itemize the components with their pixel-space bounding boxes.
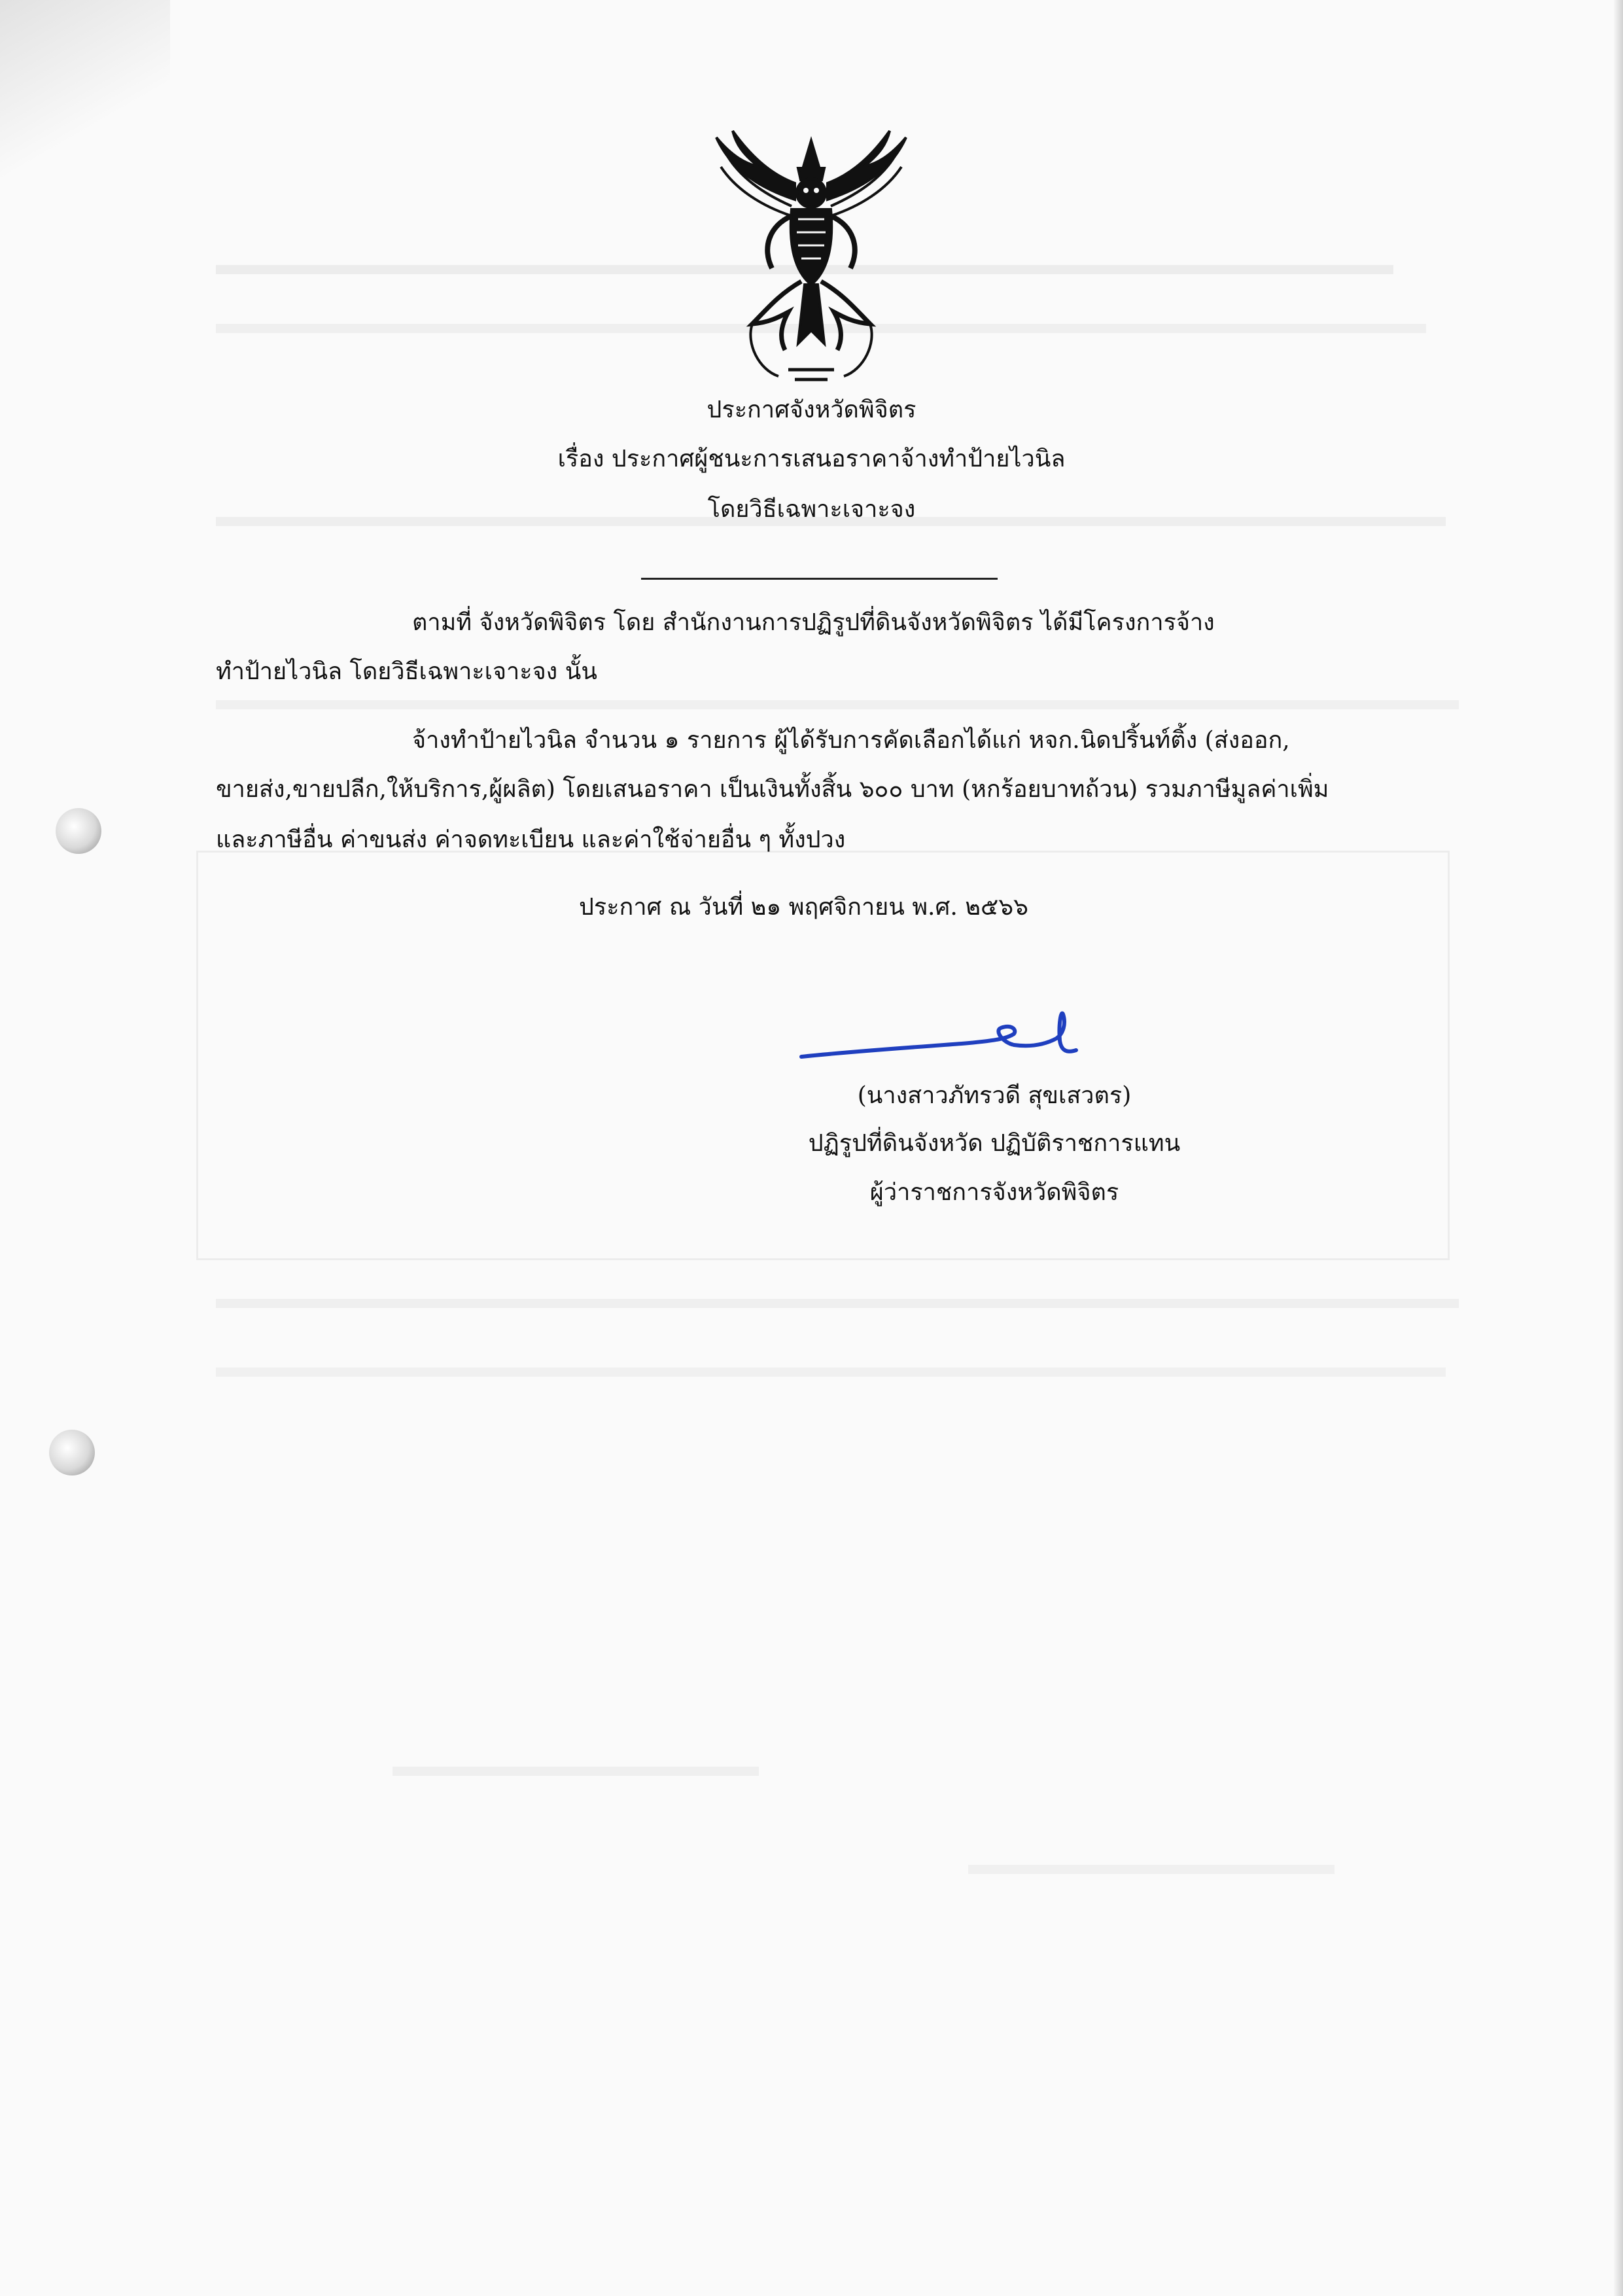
signatory-on-behalf: ผู้ว่าราชการจังหวัดพิจิตร — [869, 1179, 1119, 1206]
paragraph-2-line-2: ขายส่ง,ขายปลีก,ให้บริการ,ผู้ผลิต) โดยเสนอราคา เป็นเงินทั้งสิ้น ๖๐๐ บาท (หกร้อยบาทถ้วน) รวมภาษีมูลค่าเพิ่ม — [216, 776, 1329, 803]
punch-hole-top — [56, 808, 101, 854]
handwritten-signature — [798, 1004, 1086, 1063]
signatory-name: (นางสาวภัทรวดี สุขเสวตร) — [857, 1082, 1132, 1109]
document-subject: เรื่อง ประกาศผู้ชนะการเสนอราคาจ้างทำป้ายไวนิล — [557, 446, 1066, 472]
paragraph-2-line-1: จ้างทำป้ายไวนิล จำนวน ๑ รายการ ผู้ได้รับการคัดเลือกได้แก่ หจก.นิดปริ้นท์ติ้ง (ส่งออก, — [412, 727, 1290, 754]
garuda-emblem-icon — [707, 128, 916, 386]
title-divider — [641, 578, 998, 580]
punch-hole-bottom — [49, 1430, 95, 1475]
document-title: ประกาศจังหวัดพิจิตร — [707, 397, 916, 423]
procurement-method: โดยวิธีเฉพาะเจาะจง — [707, 496, 916, 523]
paragraph-2-line-3: และภาษีอื่น ค่าขนส่ง ค่าจดทะเบียน และค่าใช้จ่ายอื่น ๆ ทั้งปวง — [216, 826, 846, 853]
announcement-date: ประกาศ ณ วันที่ ๒๑ พฤศจิกายน พ.ศ. ๒๕๖๖ — [579, 894, 1028, 921]
page-edge-shadow — [1614, 0, 1623, 2296]
signatory-position: ปฏิรูปที่ดินจังหวัด ปฏิบัติราชการแทน — [808, 1130, 1181, 1157]
paragraph-1-line-2: ทำป้ายไวนิล โดยวิธีเฉพาะเจาะจง นั้น — [216, 658, 597, 685]
folded-corner-shadow — [0, 0, 170, 281]
paragraph-1-line-1: ตามที่ จังหวัดพิจิตร โดย สำนักงานการปฏิรูปที่ดินจังหวัดพิจิตร ได้มีโครงการจ้าง — [412, 609, 1215, 636]
